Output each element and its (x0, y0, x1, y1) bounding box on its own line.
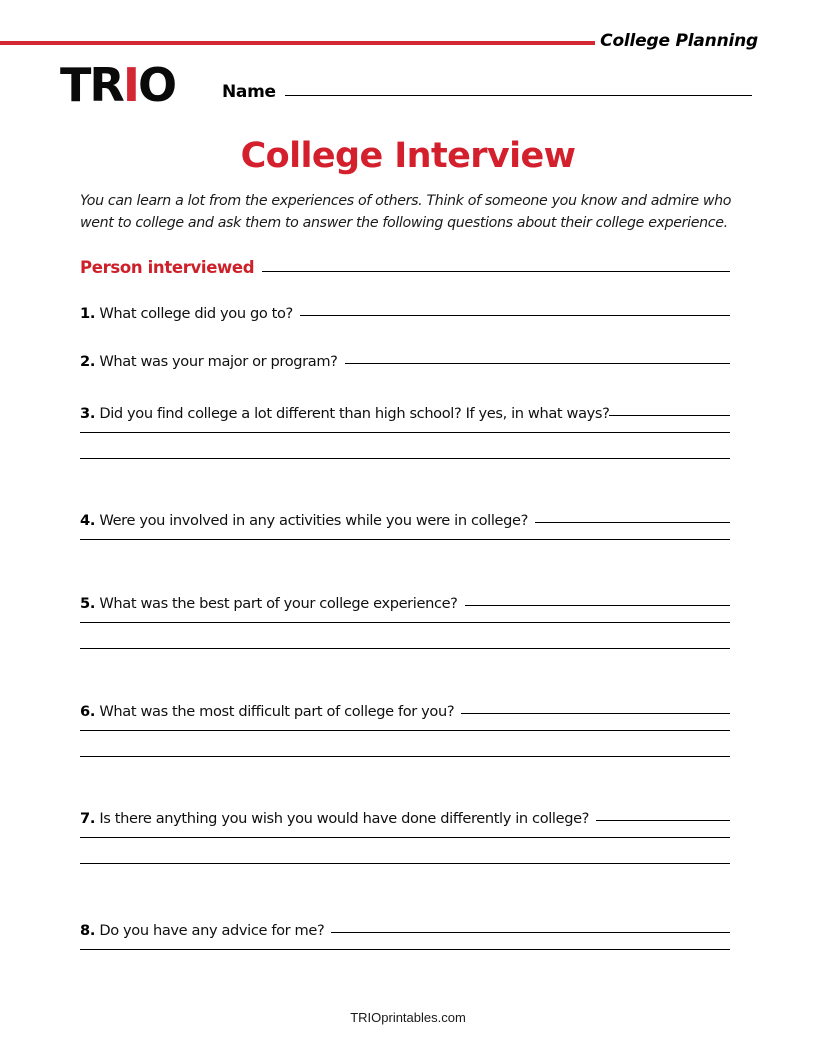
header-category-label: College Planning (600, 31, 758, 51)
answer-line[interactable] (331, 931, 730, 933)
logo-text-i-accent: I (122, 58, 138, 112)
question-item (80, 595, 730, 612)
answer-line[interactable] (345, 362, 730, 364)
question-first-line (80, 512, 730, 529)
question-text: Were you involved in any activities while you were in college? (95, 512, 528, 529)
question-number: 2. (80, 353, 96, 370)
question-first-line (80, 595, 730, 612)
intro-paragraph: You can learn a lot from the experiences of others. Think of someone you know and admire who went to college and ask them to answer the following questions about their college experience. (80, 193, 732, 231)
answer-line[interactable] (80, 755, 730, 757)
question-item (80, 512, 730, 529)
answer-line[interactable] (461, 712, 730, 714)
answer-line[interactable] (80, 836, 730, 838)
page-header (0, 0, 816, 120)
name-field-row (222, 82, 752, 102)
answer-line[interactable] (80, 729, 730, 731)
answer-line[interactable] (80, 948, 730, 950)
question-text: Is there anything you wish you would have done differently in college? (95, 810, 590, 827)
question-first-line (80, 810, 730, 827)
person-interviewed-label: Person interviewed (80, 258, 255, 277)
question-first-line (80, 405, 730, 422)
logo-text-tr: TR (60, 58, 123, 112)
answer-line[interactable] (300, 314, 730, 316)
question-first-line (80, 305, 730, 322)
question-number: 8. (80, 922, 96, 939)
question-number: 3. (80, 405, 96, 422)
question-text: Do you have any advice for me? (95, 922, 325, 939)
answer-line[interactable] (80, 457, 730, 459)
question-number: 4. (80, 512, 96, 529)
question-number: 1. (80, 305, 96, 322)
trio-logo (60, 58, 176, 112)
person-interviewed-input-line[interactable] (262, 270, 730, 272)
question-item (80, 703, 730, 720)
answer-line[interactable] (80, 647, 730, 649)
question-item (80, 305, 730, 322)
question-first-line (80, 922, 730, 939)
answer-line[interactable] (596, 819, 730, 821)
answer-line[interactable] (609, 414, 730, 416)
question-item (80, 353, 730, 370)
question-text: What was the best part of your college experience? (95, 595, 458, 612)
answer-line[interactable] (465, 604, 730, 606)
question-text: What college did you go to? (95, 305, 293, 322)
answer-line[interactable] (80, 538, 730, 540)
header-red-rule (0, 41, 595, 45)
question-text: What was the most difficult part of college for you? (95, 703, 455, 720)
name-input-line[interactable] (285, 94, 752, 96)
answer-line[interactable] (80, 621, 730, 623)
question-item (80, 405, 730, 422)
question-text: What was your major or program? (95, 353, 338, 370)
question-first-line (80, 353, 730, 370)
question-number: 6. (80, 703, 96, 720)
question-number: 5. (80, 595, 96, 612)
answer-line[interactable] (535, 521, 730, 523)
logo-text-o: O (137, 58, 176, 112)
question-number: 7. (80, 810, 96, 827)
name-label: Name (222, 82, 276, 102)
question-text: Did you find college a lot different than high school? If yes, in what ways? (95, 405, 610, 422)
person-interviewed-row (80, 258, 730, 277)
answer-line[interactable] (80, 431, 730, 433)
page-footer: TRIOprintables.com (350, 1010, 466, 1025)
answer-line[interactable] (80, 862, 730, 864)
page-title: College Interview (240, 136, 576, 176)
question-item (80, 810, 730, 827)
question-item (80, 922, 730, 939)
question-first-line (80, 703, 730, 720)
